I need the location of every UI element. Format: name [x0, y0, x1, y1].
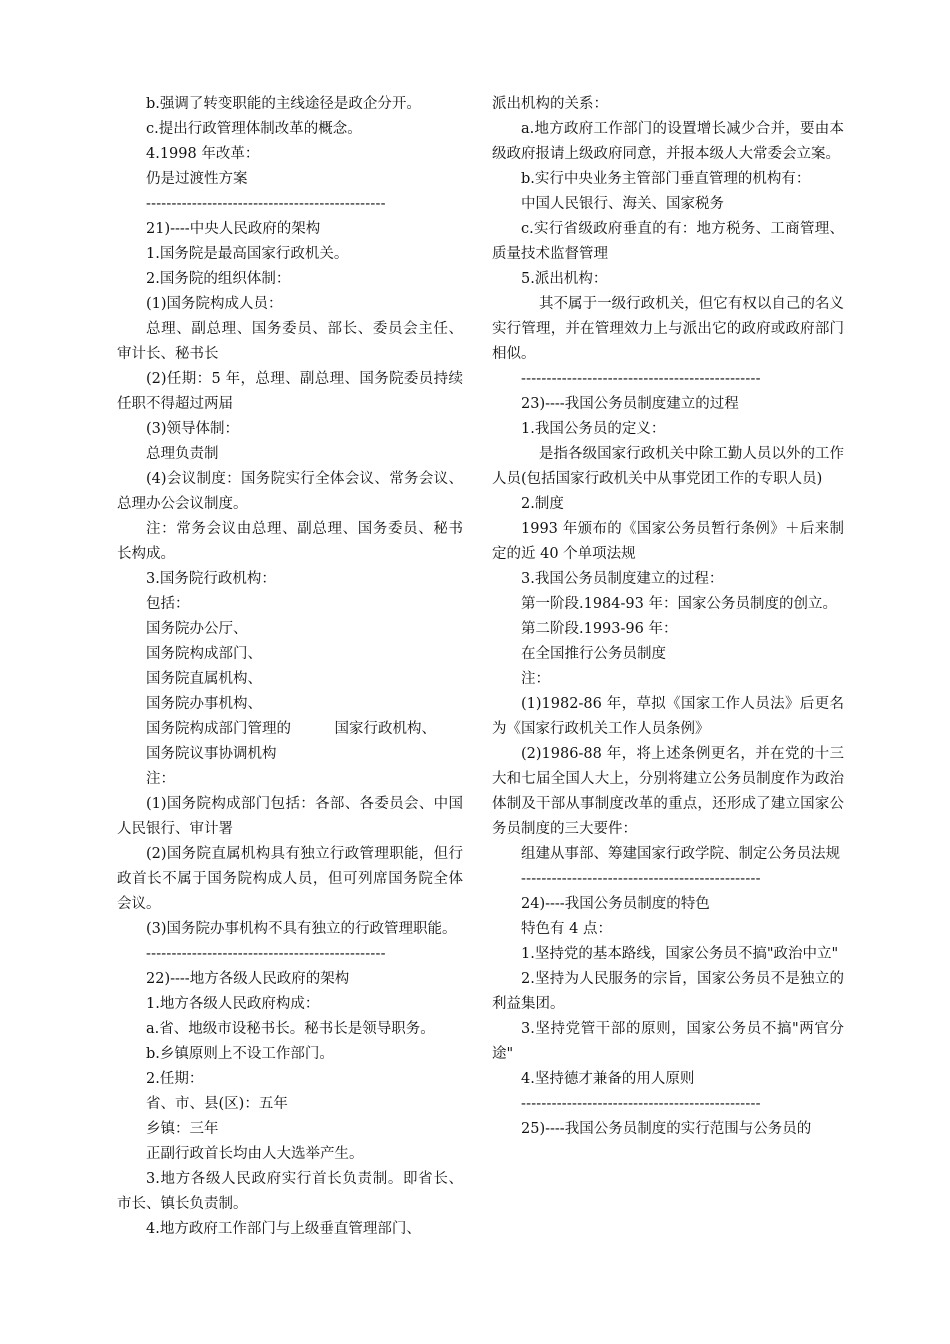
right-paragraph: 2.坚持为人民服务的宗旨，国家公务员不是独立的利益集团。 — [492, 971, 844, 1012]
left-paragraph: 总理、副总理、国务委员、部长、委员会主任、审计长、秘书长 — [117, 321, 463, 362]
right-paragraph: 2.制度 — [521, 496, 564, 512]
left-paragraph: (2)国务院直属机构具有独立行政管理职能，但行政首长不属于国务院构成人员，但可列席国务院全体会议。 — [117, 846, 463, 912]
left-paragraph: a.省、地级市设秘书长。秘书长是领导职务。 — [146, 1021, 435, 1037]
section-divider: ----------------------------------------------- — [521, 1096, 761, 1112]
right-paragraph: 3.我国公务员制度建立的过程： — [521, 571, 724, 587]
left-paragraph: 乡镇：三年 — [146, 1121, 219, 1137]
left-paragraph: (1)国务院构成部门包括：各部、各委员会、中国人民银行、审计署 — [117, 796, 463, 837]
left-paragraph: (2)任期：5 年，总理、副总理、国务院委员持续任职不得超过两届 — [117, 371, 463, 412]
section-divider: ----------------------------------------------- — [521, 871, 761, 887]
right-paragraph: c.实行省级政府垂直的有：地方税务、工商管理、质量技术监督管理 — [492, 221, 844, 262]
left-paragraph: 1.国务院是最高国家行政机关。 — [146, 246, 349, 262]
right-column — [492, 92, 844, 1142]
right-paragraph: (1)1982-86 年，草拟《国家工作人员法》后更名为《国家行政机关工作人员条例》 — [492, 696, 844, 737]
right-paragraph: 中国人民银行、海关、国家税务 — [521, 196, 724, 212]
right-paragraph: 25)----我国公务员制度的实行范围与公务员的 — [521, 1121, 812, 1137]
right-paragraph: 3.坚持党管干部的原则，国家公务员不搞"两官分途" — [492, 1021, 844, 1062]
left-paragraph: 正副行政首长均由人大选举产生。 — [146, 1146, 364, 1162]
left-paragraph: 仍是过渡性方案 — [146, 171, 248, 187]
right-paragraph: 24)----我国公务员制度的特色 — [521, 896, 710, 912]
left-paragraph: 21)----中央人民政府的架构 — [146, 221, 321, 237]
left-paragraph: (4)会议制度：国务院实行全体会议、常务会议、总理办公会议制度。 — [117, 471, 463, 512]
left-paragraph: (3)领导体制： — [146, 421, 240, 437]
left-paragraph: 总理负责制 — [146, 446, 219, 462]
left-paragraph: b.强调了转变职能的主线途径是政企分开。 — [146, 96, 421, 112]
left-paragraph: 省、市、县(区)：五年 — [146, 1096, 288, 1112]
left-paragraph: (1)国务院构成人员： — [146, 296, 283, 312]
left-paragraph: 3.国务院行政机构： — [146, 571, 276, 587]
right-paragraph: 5.派出机构： — [521, 271, 608, 287]
right-paragraph: (2)1986-88 年，将上述条例更名，并在党的十三大和七届全国人大上，分别将建立公务员制度作为政治体制及干部从事制度改革的重点，还形成了建立国家公务员制度的三大要件： — [492, 746, 844, 837]
right-paragraph: 注： — [521, 671, 550, 687]
left-paragraph: 注： — [146, 771, 175, 787]
right-paragraph: 是指各级国家行政机关中除工勤人员以外的工作人员(包括国家行政机关中从事党团工作的专职人员) — [492, 446, 844, 487]
right-paragraph: 23)----我国公务员制度建立的过程 — [521, 396, 739, 412]
left-paragraph: 22)----地方各级人民政府的架构 — [146, 971, 350, 987]
left-paragraph: 4.地方政府工作部门与上级垂直管理部门、 — [146, 1221, 421, 1237]
left-paragraph: b.乡镇原则上不设工作部门。 — [146, 1046, 334, 1062]
right-paragraph: 组建从事部、筹建国家行政学院、制定公务员法规 — [521, 846, 840, 862]
left-paragraph: 国务院直属机构、 — [146, 671, 262, 687]
left-paragraph: 包括： — [146, 596, 190, 612]
left-paragraph: c.提出行政管理体制改革的概念。 — [146, 121, 362, 137]
left-paragraph: 2.任期： — [146, 1071, 204, 1087]
left-paragraph: 1.地方各级人民政府构成： — [146, 996, 320, 1012]
right-paragraph: 4.坚持德才兼备的用人原则 — [521, 1071, 695, 1087]
right-paragraph: 在全国推行公务员制度 — [521, 646, 666, 662]
left-paragraph: 4.1998 年改革： — [146, 146, 260, 162]
left-column — [117, 92, 463, 1242]
right-paragraph: 1.我国公务员的定义： — [521, 421, 666, 437]
right-paragraph: 第一阶段.1984-93 年：国家公务员制度的创立。 — [521, 596, 837, 612]
left-paragraph: 国务院议事协调机构 — [146, 746, 277, 762]
left-paragraph: 注：常务会议由总理、副总理、国务委员、秘书长构成。 — [117, 521, 463, 562]
section-divider: ----------------------------------------------- — [146, 946, 386, 962]
left-paragraph: 国务院构成部门管理的 国家行政机构、 — [146, 721, 436, 737]
right-paragraph: 1.坚持党的基本路线，国家公务员不搞"政治中立" — [521, 946, 839, 962]
right-paragraph: 其不属于一级行政机关，但它有权以自己的名义实行管理，并在管理效力上与派出它的政府或政府部门相似。 — [492, 296, 844, 362]
right-paragraph: b.实行中央业务主管部门垂直管理的机构有： — [521, 171, 811, 187]
section-divider: ----------------------------------------------- — [521, 371, 761, 387]
right-paragraph: 第二阶段.1993-96 年： — [521, 621, 678, 637]
left-paragraph: 国务院办公厅、 — [146, 621, 248, 637]
right-paragraph: 派出机构的关系： — [492, 96, 608, 112]
right-paragraph: 1993 年颁布的《国家公务员暂行条例》＋后来制定的近 40 个单项法规 — [492, 521, 844, 562]
left-paragraph: 国务院构成部门、 — [146, 646, 262, 662]
right-paragraph: a.地方政府工作部门的设置增长减少合并，要由本级政府报请上级政府同意，并报本级人大常委会立案。 — [492, 121, 844, 162]
left-paragraph: 3.地方各级人民政府实行首长负责制。即省长、市长、镇长负责制。 — [117, 1171, 463, 1212]
right-paragraph: 特色有 4 点： — [521, 921, 612, 937]
left-paragraph: 国务院办事机构、 — [146, 696, 262, 712]
left-paragraph: 2.国务院的组织体制： — [146, 271, 291, 287]
left-paragraph: (3)国务院办事机构不具有独立的行政管理职能。 — [146, 921, 457, 937]
section-divider: ----------------------------------------------- — [146, 196, 386, 212]
